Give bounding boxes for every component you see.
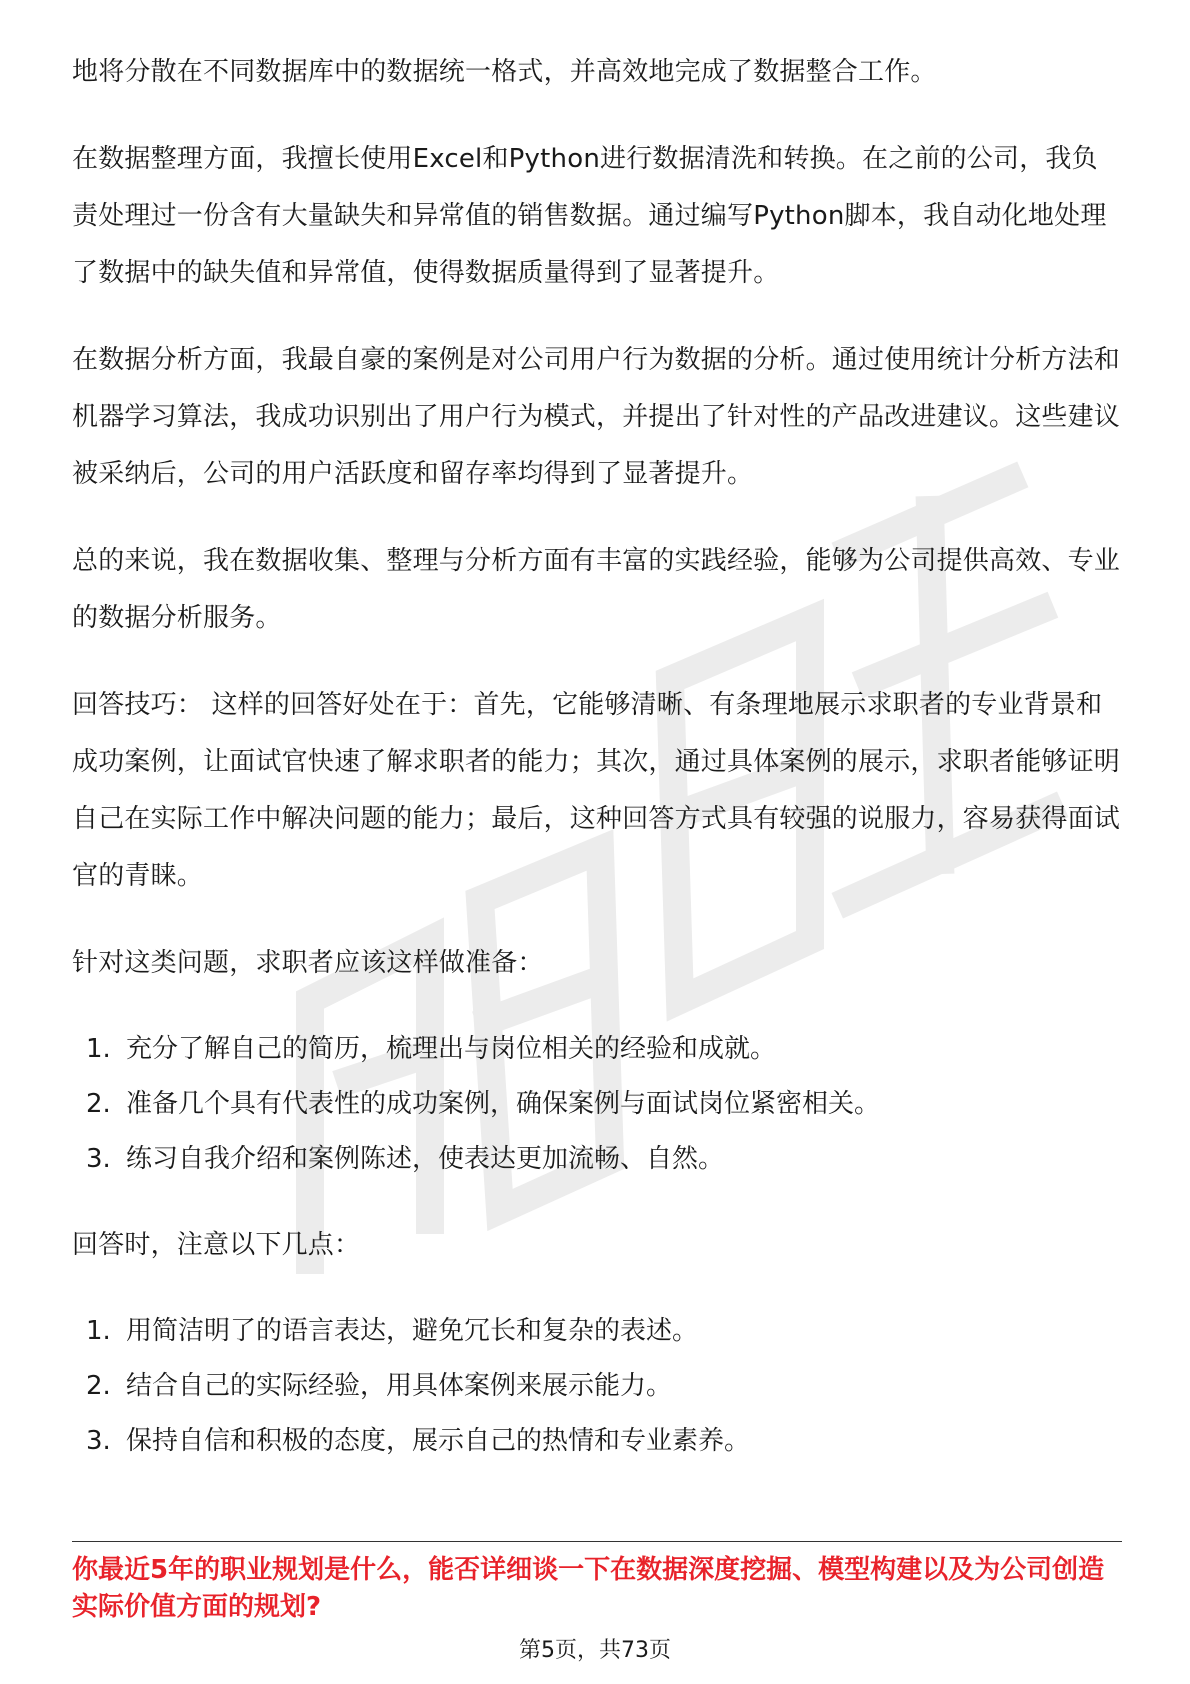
list-number: 2. — [86, 1371, 111, 1401]
paragraph-summary: 总的来说，我在数据收集、整理与分析方面有丰富的实践经验，能够为公司提供高效、专业的数据分析服务。 — [72, 546, 1121, 633]
paragraph-data-analysis: 在数据分析方面，我最自豪的案例是对公司用户行为数据的分析。通过使用统计分析方法和机器学习算法，我成功识别出了用户行为模式，并提出了针对性的产品改进建议。这些建议被采纳后，公司的用户活跃度和留存率均得到了显著提升。 — [72, 345, 1121, 489]
list-text: 充分了解自己的简历，梳理出与岗位相关的经验和成就。 — [126, 1034, 777, 1064]
paragraph-attention-heading: 回答时，注意以下几点： — [72, 1230, 361, 1260]
list-text: 准备几个具有代表性的成功案例，确保案例与面试岗位紧密相关。 — [126, 1089, 881, 1119]
list-text: 练习自我介绍和案例陈述，使表达更加流畅、自然。 — [126, 1144, 725, 1174]
list-number: 1. — [86, 1034, 111, 1064]
list-item — [72, 1022, 1122, 1077]
page-number-footer: 第5页，共73页 — [519, 1638, 671, 1663]
paragraph-data-integration: 地将分散在不同数据库中的数据统一格式，并高效地完成了数据整合工作。 — [72, 57, 937, 87]
list-text: 结合自己的实际经验，用具体案例来展示能力。 — [126, 1371, 673, 1401]
list-number: 3. — [86, 1144, 111, 1174]
paragraph-prep-heading: 针对这类问题，求职者应该这样做准备： — [72, 948, 544, 978]
paragraph-answer-tips: 回答技巧： 这样的回答好处在于：首先，它能够清晰、有条理地展示求职者的专业背景和成功案例，让面试官快速了解求职者的能力；其次，通过具体案例的展示，求职者能够证明自己在实际工作中解决问题的能力；最后，这种回答方式具有较强的说服力，容易获得面试官的青睐。 — [72, 690, 1121, 891]
prep-list — [72, 1022, 1122, 1187]
list-number: 3. — [86, 1426, 111, 1456]
list-number: 1. — [86, 1316, 111, 1346]
list-item — [72, 1077, 1122, 1132]
section-divider — [72, 1541, 1122, 1542]
next-question-heading: 你最近5年的职业规划是什么，能否详细谈一下在数据深度挖掘、模型构建以及为公司创造实际价值方面的规划? — [72, 1555, 1105, 1622]
list-number: 2. — [86, 1089, 111, 1119]
attention-list — [72, 1304, 1122, 1469]
list-text: 用简洁明了的语言表达，避免冗长和复杂的表述。 — [126, 1316, 699, 1346]
list-text: 保持自信和积极的态度，展示自己的热情和专业素养。 — [126, 1426, 751, 1456]
list-item — [72, 1414, 1122, 1469]
list-item — [72, 1304, 1122, 1359]
document-body — [72, 44, 1122, 1499]
paragraph-data-cleaning: 在数据整理方面，我擅长使用Excel和Python进行数据清洗和转换。在之前的公司，我负责处理过一份含有大量缺失和异常值的销售数据。通过编写Python脚本，我自动化地处理了数据中的缺失值和异常值，使得数据质量得到了显著提升。 — [72, 144, 1107, 288]
list-item — [72, 1132, 1122, 1187]
list-item — [72, 1359, 1122, 1414]
